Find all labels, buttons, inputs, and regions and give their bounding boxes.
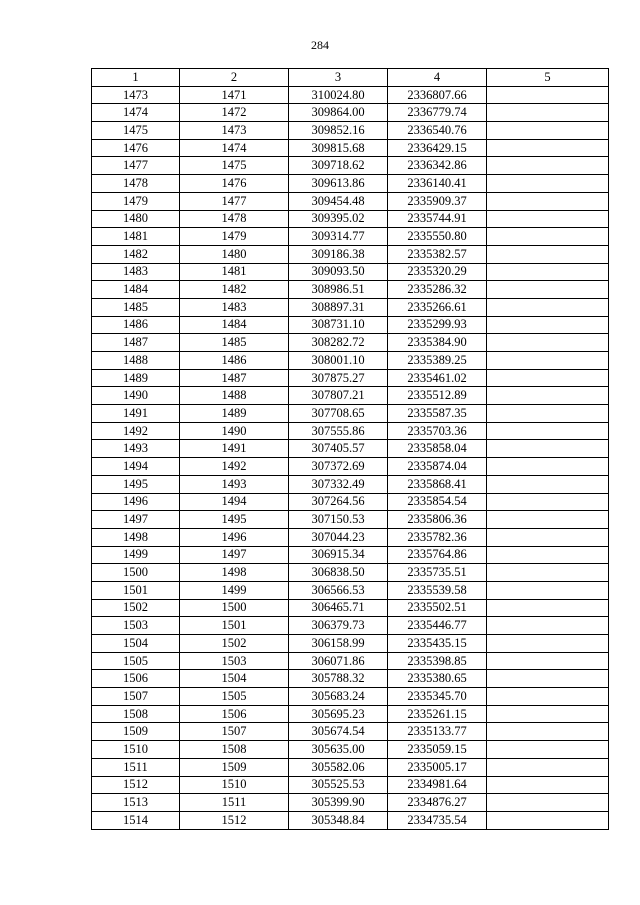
cell-point-number: 1481	[92, 228, 180, 246]
cell-point-number: 1476	[92, 139, 180, 157]
cell-point-number: 1513	[92, 794, 180, 812]
table-row	[92, 723, 609, 741]
cell-y-coordinate: 2336779.74	[388, 104, 487, 122]
cell-point-number: 1512	[92, 776, 180, 794]
table-row	[92, 422, 609, 440]
cell-note	[487, 493, 609, 511]
cell-y-coordinate: 2335059.15	[388, 741, 487, 759]
cell-previous-point: 1482	[180, 281, 289, 299]
cell-note	[487, 245, 609, 263]
cell-x-coordinate: 307264.56	[289, 493, 388, 511]
table-row	[92, 458, 609, 476]
cell-y-coordinate: 2335806.36	[388, 511, 487, 529]
table-header	[92, 69, 609, 87]
table-row	[92, 511, 609, 529]
table-row	[92, 86, 609, 104]
cell-x-coordinate: 306465.71	[289, 599, 388, 617]
cell-point-number: 1490	[92, 387, 180, 405]
cell-y-coordinate: 2335380.65	[388, 670, 487, 688]
cell-x-coordinate: 307332.49	[289, 475, 388, 493]
table-row	[92, 245, 609, 263]
cell-previous-point: 1493	[180, 475, 289, 493]
cell-x-coordinate: 307807.21	[289, 387, 388, 405]
table-row	[92, 281, 609, 299]
cell-note	[487, 546, 609, 564]
cell-previous-point: 1471	[180, 86, 289, 104]
cell-point-number: 1482	[92, 245, 180, 263]
cell-note	[487, 581, 609, 599]
cell-y-coordinate: 2335389.25	[388, 352, 487, 370]
cell-y-coordinate: 2335909.37	[388, 192, 487, 210]
cell-point-number: 1484	[92, 281, 180, 299]
cell-y-coordinate: 2336807.66	[388, 86, 487, 104]
cell-x-coordinate: 305674.54	[289, 723, 388, 741]
cell-y-coordinate: 2335398.85	[388, 652, 487, 670]
column-header-2: 2	[180, 69, 289, 87]
cell-note	[487, 723, 609, 741]
table-row	[92, 546, 609, 564]
cell-previous-point: 1481	[180, 263, 289, 281]
table-row	[92, 652, 609, 670]
cell-x-coordinate: 308897.31	[289, 298, 388, 316]
cell-previous-point: 1480	[180, 245, 289, 263]
cell-note	[487, 758, 609, 776]
cell-y-coordinate: 2335703.36	[388, 422, 487, 440]
cell-x-coordinate: 309454.48	[289, 192, 388, 210]
table-row	[92, 493, 609, 511]
cell-x-coordinate: 308731.10	[289, 316, 388, 334]
table-row	[92, 599, 609, 617]
cell-point-number: 1498	[92, 528, 180, 546]
cell-previous-point: 1477	[180, 192, 289, 210]
cell-note	[487, 104, 609, 122]
cell-note	[487, 334, 609, 352]
cell-note	[487, 298, 609, 316]
cell-point-number: 1503	[92, 617, 180, 635]
cell-y-coordinate: 2335435.15	[388, 635, 487, 653]
cell-note	[487, 776, 609, 794]
cell-x-coordinate: 305635.00	[289, 741, 388, 759]
cell-previous-point: 1511	[180, 794, 289, 812]
cell-point-number: 1507	[92, 688, 180, 706]
table-row	[92, 705, 609, 723]
cell-previous-point: 1506	[180, 705, 289, 723]
cell-y-coordinate: 2334876.27	[388, 794, 487, 812]
cell-note	[487, 192, 609, 210]
table-row	[92, 192, 609, 210]
cell-y-coordinate: 2335461.02	[388, 369, 487, 387]
cell-x-coordinate: 306915.34	[289, 546, 388, 564]
cell-note	[487, 175, 609, 193]
cell-previous-point: 1490	[180, 422, 289, 440]
cell-y-coordinate: 2335299.93	[388, 316, 487, 334]
cell-point-number: 1474	[92, 104, 180, 122]
cell-note	[487, 405, 609, 423]
cell-y-coordinate: 2335384.90	[388, 334, 487, 352]
cell-y-coordinate: 2335735.51	[388, 564, 487, 582]
cell-x-coordinate: 306566.53	[289, 581, 388, 599]
table-row	[92, 263, 609, 281]
cell-x-coordinate: 310024.80	[289, 86, 388, 104]
cell-note	[487, 122, 609, 140]
cell-x-coordinate: 309186.38	[289, 245, 388, 263]
cell-x-coordinate: 309852.16	[289, 122, 388, 140]
cell-x-coordinate: 305399.90	[289, 794, 388, 812]
cell-y-coordinate: 2335133.77	[388, 723, 487, 741]
cell-note	[487, 281, 609, 299]
cell-x-coordinate: 308282.72	[289, 334, 388, 352]
cell-y-coordinate: 2335345.70	[388, 688, 487, 706]
cell-previous-point: 1483	[180, 298, 289, 316]
cell-note	[487, 352, 609, 370]
cell-note	[487, 528, 609, 546]
cell-previous-point: 1509	[180, 758, 289, 776]
table-row	[92, 298, 609, 316]
cell-y-coordinate: 2334735.54	[388, 811, 487, 829]
cell-note	[487, 86, 609, 104]
cell-previous-point: 1512	[180, 811, 289, 829]
table-row	[92, 635, 609, 653]
cell-previous-point: 1495	[180, 511, 289, 529]
cell-point-number: 1494	[92, 458, 180, 476]
table-row	[92, 139, 609, 157]
column-header-1: 1	[92, 69, 180, 87]
table-row	[92, 104, 609, 122]
table-row	[92, 617, 609, 635]
cell-y-coordinate: 2335782.36	[388, 528, 487, 546]
cell-previous-point: 1497	[180, 546, 289, 564]
column-header-4: 4	[388, 69, 487, 87]
cell-point-number: 1504	[92, 635, 180, 653]
cell-note	[487, 228, 609, 246]
cell-x-coordinate: 306379.73	[289, 617, 388, 635]
cell-point-number: 1480	[92, 210, 180, 228]
cell-previous-point: 1502	[180, 635, 289, 653]
page-number: 284	[311, 38, 329, 52]
cell-x-coordinate: 309314.77	[289, 228, 388, 246]
cell-y-coordinate: 2335005.17	[388, 758, 487, 776]
cell-note	[487, 564, 609, 582]
column-header-5: 5	[487, 69, 609, 87]
cell-x-coordinate: 305695.23	[289, 705, 388, 723]
cell-previous-point: 1476	[180, 175, 289, 193]
cell-point-number: 1486	[92, 316, 180, 334]
cell-y-coordinate: 2336140.41	[388, 175, 487, 193]
cell-note	[487, 440, 609, 458]
cell-note	[487, 635, 609, 653]
table-row	[92, 175, 609, 193]
cell-point-number: 1483	[92, 263, 180, 281]
cell-previous-point: 1473	[180, 122, 289, 140]
table-row	[92, 228, 609, 246]
cell-previous-point: 1489	[180, 405, 289, 423]
cell-previous-point: 1494	[180, 493, 289, 511]
cell-y-coordinate: 2335446.77	[388, 617, 487, 635]
cell-y-coordinate: 2335550.80	[388, 228, 487, 246]
cell-x-coordinate: 305788.32	[289, 670, 388, 688]
table-row	[92, 334, 609, 352]
cell-y-coordinate: 2335512.89	[388, 387, 487, 405]
cell-previous-point: 1484	[180, 316, 289, 334]
table-row	[92, 316, 609, 334]
cell-note	[487, 511, 609, 529]
cell-note	[487, 670, 609, 688]
cell-y-coordinate: 2334981.64	[388, 776, 487, 794]
cell-x-coordinate: 306071.86	[289, 652, 388, 670]
coordinates-table	[91, 68, 609, 830]
cell-y-coordinate: 2336342.86	[388, 157, 487, 175]
cell-note	[487, 652, 609, 670]
cell-x-coordinate: 305582.06	[289, 758, 388, 776]
table-row	[92, 776, 609, 794]
cell-previous-point: 1499	[180, 581, 289, 599]
cell-point-number: 1509	[92, 723, 180, 741]
cell-y-coordinate: 2335587.35	[388, 405, 487, 423]
cell-previous-point: 1505	[180, 688, 289, 706]
cell-y-coordinate: 2335539.58	[388, 581, 487, 599]
cell-point-number: 1487	[92, 334, 180, 352]
cell-previous-point: 1498	[180, 564, 289, 582]
cell-note	[487, 688, 609, 706]
cell-x-coordinate: 307708.65	[289, 405, 388, 423]
cell-note	[487, 316, 609, 334]
table-row	[92, 440, 609, 458]
cell-y-coordinate: 2335261.15	[388, 705, 487, 723]
cell-note	[487, 458, 609, 476]
cell-y-coordinate: 2335764.86	[388, 546, 487, 564]
cell-previous-point: 1491	[180, 440, 289, 458]
cell-y-coordinate: 2335874.04	[388, 458, 487, 476]
cell-y-coordinate: 2336429.15	[388, 139, 487, 157]
cell-point-number: 1493	[92, 440, 180, 458]
cell-y-coordinate: 2335502.51	[388, 599, 487, 617]
cell-y-coordinate: 2335266.61	[388, 298, 487, 316]
cell-point-number: 1492	[92, 422, 180, 440]
cell-point-number: 1489	[92, 369, 180, 387]
cell-previous-point: 1488	[180, 387, 289, 405]
cell-point-number: 1501	[92, 581, 180, 599]
cell-note	[487, 422, 609, 440]
cell-note	[487, 157, 609, 175]
cell-point-number: 1499	[92, 546, 180, 564]
table-row	[92, 581, 609, 599]
cell-note	[487, 210, 609, 228]
cell-y-coordinate: 2335320.29	[388, 263, 487, 281]
cell-y-coordinate: 2335858.04	[388, 440, 487, 458]
cell-x-coordinate: 307405.57	[289, 440, 388, 458]
cell-note	[487, 387, 609, 405]
cell-point-number: 1510	[92, 741, 180, 759]
cell-x-coordinate: 307875.27	[289, 369, 388, 387]
cell-previous-point: 1504	[180, 670, 289, 688]
cell-note	[487, 599, 609, 617]
cell-x-coordinate: 306838.50	[289, 564, 388, 582]
table-row	[92, 670, 609, 688]
table-body	[92, 86, 609, 829]
cell-previous-point: 1496	[180, 528, 289, 546]
cell-point-number: 1473	[92, 86, 180, 104]
cell-point-number: 1511	[92, 758, 180, 776]
cell-previous-point: 1486	[180, 352, 289, 370]
cell-note	[487, 139, 609, 157]
cell-x-coordinate: 308001.10	[289, 352, 388, 370]
cell-point-number: 1496	[92, 493, 180, 511]
table-row	[92, 157, 609, 175]
cell-y-coordinate: 2335854.54	[388, 493, 487, 511]
cell-x-coordinate: 309815.68	[289, 139, 388, 157]
cell-point-number: 1514	[92, 811, 180, 829]
table-row	[92, 405, 609, 423]
table-row	[92, 528, 609, 546]
cell-point-number: 1488	[92, 352, 180, 370]
cell-note	[487, 705, 609, 723]
cell-y-coordinate: 2335382.57	[388, 245, 487, 263]
cell-x-coordinate: 309864.00	[289, 104, 388, 122]
cell-x-coordinate: 309093.50	[289, 263, 388, 281]
cell-point-number: 1485	[92, 298, 180, 316]
cell-x-coordinate: 307044.23	[289, 528, 388, 546]
cell-y-coordinate: 2335744.91	[388, 210, 487, 228]
cell-point-number: 1491	[92, 405, 180, 423]
cell-previous-point: 1478	[180, 210, 289, 228]
cell-point-number: 1497	[92, 511, 180, 529]
cell-x-coordinate: 308986.51	[289, 281, 388, 299]
cell-previous-point: 1487	[180, 369, 289, 387]
cell-x-coordinate: 306158.99	[289, 635, 388, 653]
table-row	[92, 741, 609, 759]
table-row	[92, 794, 609, 812]
table-row	[92, 688, 609, 706]
cell-note	[487, 811, 609, 829]
cell-x-coordinate: 307150.53	[289, 511, 388, 529]
cell-previous-point: 1485	[180, 334, 289, 352]
cell-note	[487, 263, 609, 281]
cell-previous-point: 1508	[180, 741, 289, 759]
cell-point-number: 1479	[92, 192, 180, 210]
cell-point-number: 1478	[92, 175, 180, 193]
cell-point-number: 1502	[92, 599, 180, 617]
cell-previous-point: 1479	[180, 228, 289, 246]
table-row	[92, 387, 609, 405]
cell-x-coordinate: 305525.53	[289, 776, 388, 794]
table-row	[92, 352, 609, 370]
cell-point-number: 1495	[92, 475, 180, 493]
cell-previous-point: 1492	[180, 458, 289, 476]
cell-x-coordinate: 307555.86	[289, 422, 388, 440]
cell-y-coordinate: 2335868.41	[388, 475, 487, 493]
cell-point-number: 1477	[92, 157, 180, 175]
cell-note	[487, 617, 609, 635]
cell-x-coordinate: 307372.69	[289, 458, 388, 476]
cell-x-coordinate: 305683.24	[289, 688, 388, 706]
cell-note	[487, 794, 609, 812]
cell-note	[487, 369, 609, 387]
cell-point-number: 1505	[92, 652, 180, 670]
cell-note	[487, 475, 609, 493]
cell-previous-point: 1475	[180, 157, 289, 175]
cell-y-coordinate: 2335286.32	[388, 281, 487, 299]
cell-previous-point: 1507	[180, 723, 289, 741]
cell-x-coordinate: 309395.02	[289, 210, 388, 228]
cell-point-number: 1508	[92, 705, 180, 723]
cell-y-coordinate: 2336540.76	[388, 122, 487, 140]
cell-previous-point: 1503	[180, 652, 289, 670]
cell-previous-point: 1500	[180, 599, 289, 617]
table-row	[92, 811, 609, 829]
cell-point-number: 1475	[92, 122, 180, 140]
table-row	[92, 758, 609, 776]
cell-previous-point: 1472	[180, 104, 289, 122]
column-header-3: 3	[289, 69, 388, 87]
table-row	[92, 210, 609, 228]
cell-previous-point: 1474	[180, 139, 289, 157]
cell-x-coordinate: 305348.84	[289, 811, 388, 829]
cell-previous-point: 1501	[180, 617, 289, 635]
table-row	[92, 475, 609, 493]
cell-x-coordinate: 309718.62	[289, 157, 388, 175]
cell-point-number: 1500	[92, 564, 180, 582]
cell-note	[487, 741, 609, 759]
cell-point-number: 1506	[92, 670, 180, 688]
cell-previous-point: 1510	[180, 776, 289, 794]
table-row	[92, 369, 609, 387]
cell-x-coordinate: 309613.86	[289, 175, 388, 193]
table-row	[92, 564, 609, 582]
header-row	[92, 69, 609, 87]
table-row	[92, 122, 609, 140]
